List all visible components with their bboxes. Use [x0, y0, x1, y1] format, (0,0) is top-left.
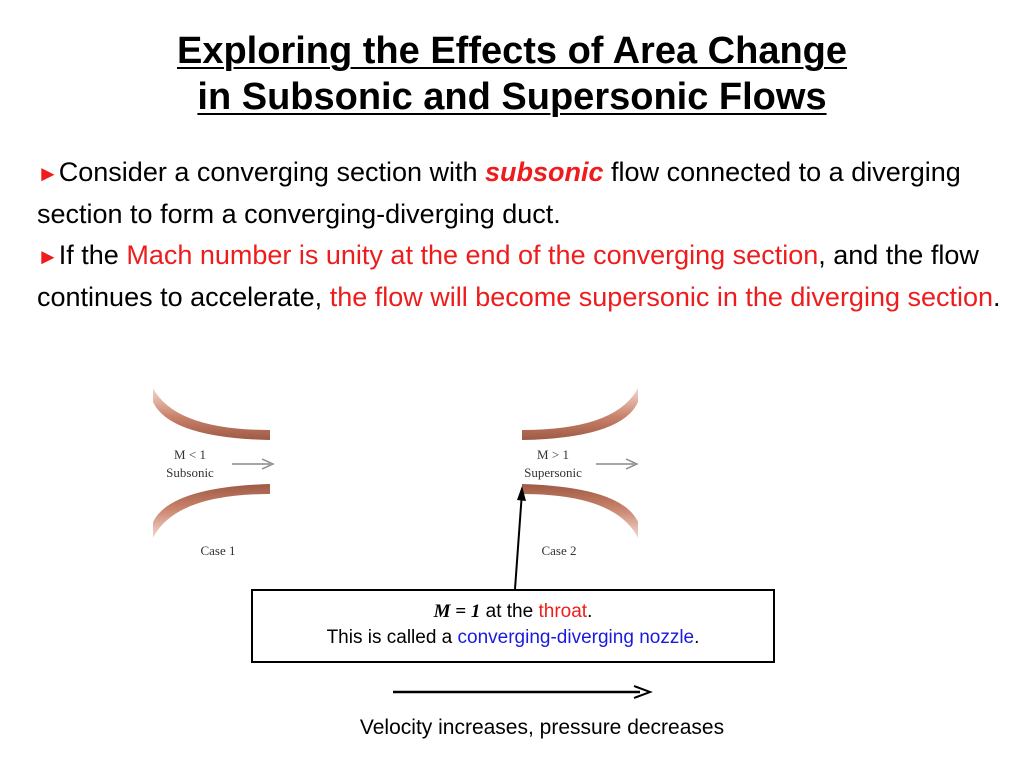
case-1-converging-duct	[153, 388, 273, 538]
callout-period: .	[587, 601, 593, 622]
velocity-arrow-icon	[393, 686, 650, 698]
case-1-upper-wall	[153, 388, 270, 440]
velocity-caption: Velocity increases, pressure decreases	[359, 716, 725, 739]
mach-equals-one: M = 1	[433, 601, 481, 622]
bullet-triangle-icon: ►	[37, 161, 59, 186]
throat-pointer-arrow-icon	[515, 486, 526, 589]
bullet-2-text-end: .	[993, 282, 1001, 312]
case-1-mach-label: M < 1	[174, 447, 206, 462]
case-2-upper-wall	[522, 388, 638, 440]
nozzle-highlight: converging-diverging nozzle	[457, 627, 695, 648]
bullet-1-text: Consider a converging section with	[58, 157, 486, 187]
case-2-regime-label: Supersonic	[524, 465, 582, 480]
mach-unity-highlight: Mach number is unity at the end of the converging section	[126, 240, 819, 270]
case-1-caption: Case 1	[200, 543, 236, 558]
case-2-flow-arrow-icon	[596, 459, 637, 469]
callout-line-2-period: .	[694, 627, 700, 648]
bullet-2-text: If the	[58, 240, 127, 270]
case-1-lower-wall	[153, 484, 270, 538]
case-1-flow-arrow-icon	[232, 459, 273, 469]
case-2-diverging-duct	[522, 388, 638, 538]
throat-highlight: throat	[538, 601, 588, 622]
bullet-triangle-icon: ►	[37, 244, 59, 269]
title-line-2: in Subsonic and Supersonic Flows	[197, 76, 827, 118]
case-2-lower-wall	[522, 484, 638, 538]
callout-line-2	[253, 625, 773, 651]
case-1-regime-label: Subsonic	[166, 465, 214, 480]
callout-line-2-text: This is called a	[326, 627, 458, 648]
subsonic-emphasis: subsonic	[485, 157, 604, 187]
supersonic-highlight: the flow will become supersonic in the diverging section	[329, 282, 994, 312]
throat-callout-box	[251, 589, 775, 663]
bullet-1-text-end: flow connected to a diverging section to form a converging-diverging duct.	[37, 157, 961, 229]
case-2-caption: Case 2	[541, 543, 577, 558]
callout-at-the: at the	[480, 601, 539, 622]
case-2-mach-label: M > 1	[537, 447, 569, 462]
bullet-2-text-mid: , and the flow continues to accelerate,	[37, 240, 979, 312]
callout-line-1	[253, 599, 773, 625]
title-line-1: Exploring the Effects of Area Change	[176, 30, 848, 72]
